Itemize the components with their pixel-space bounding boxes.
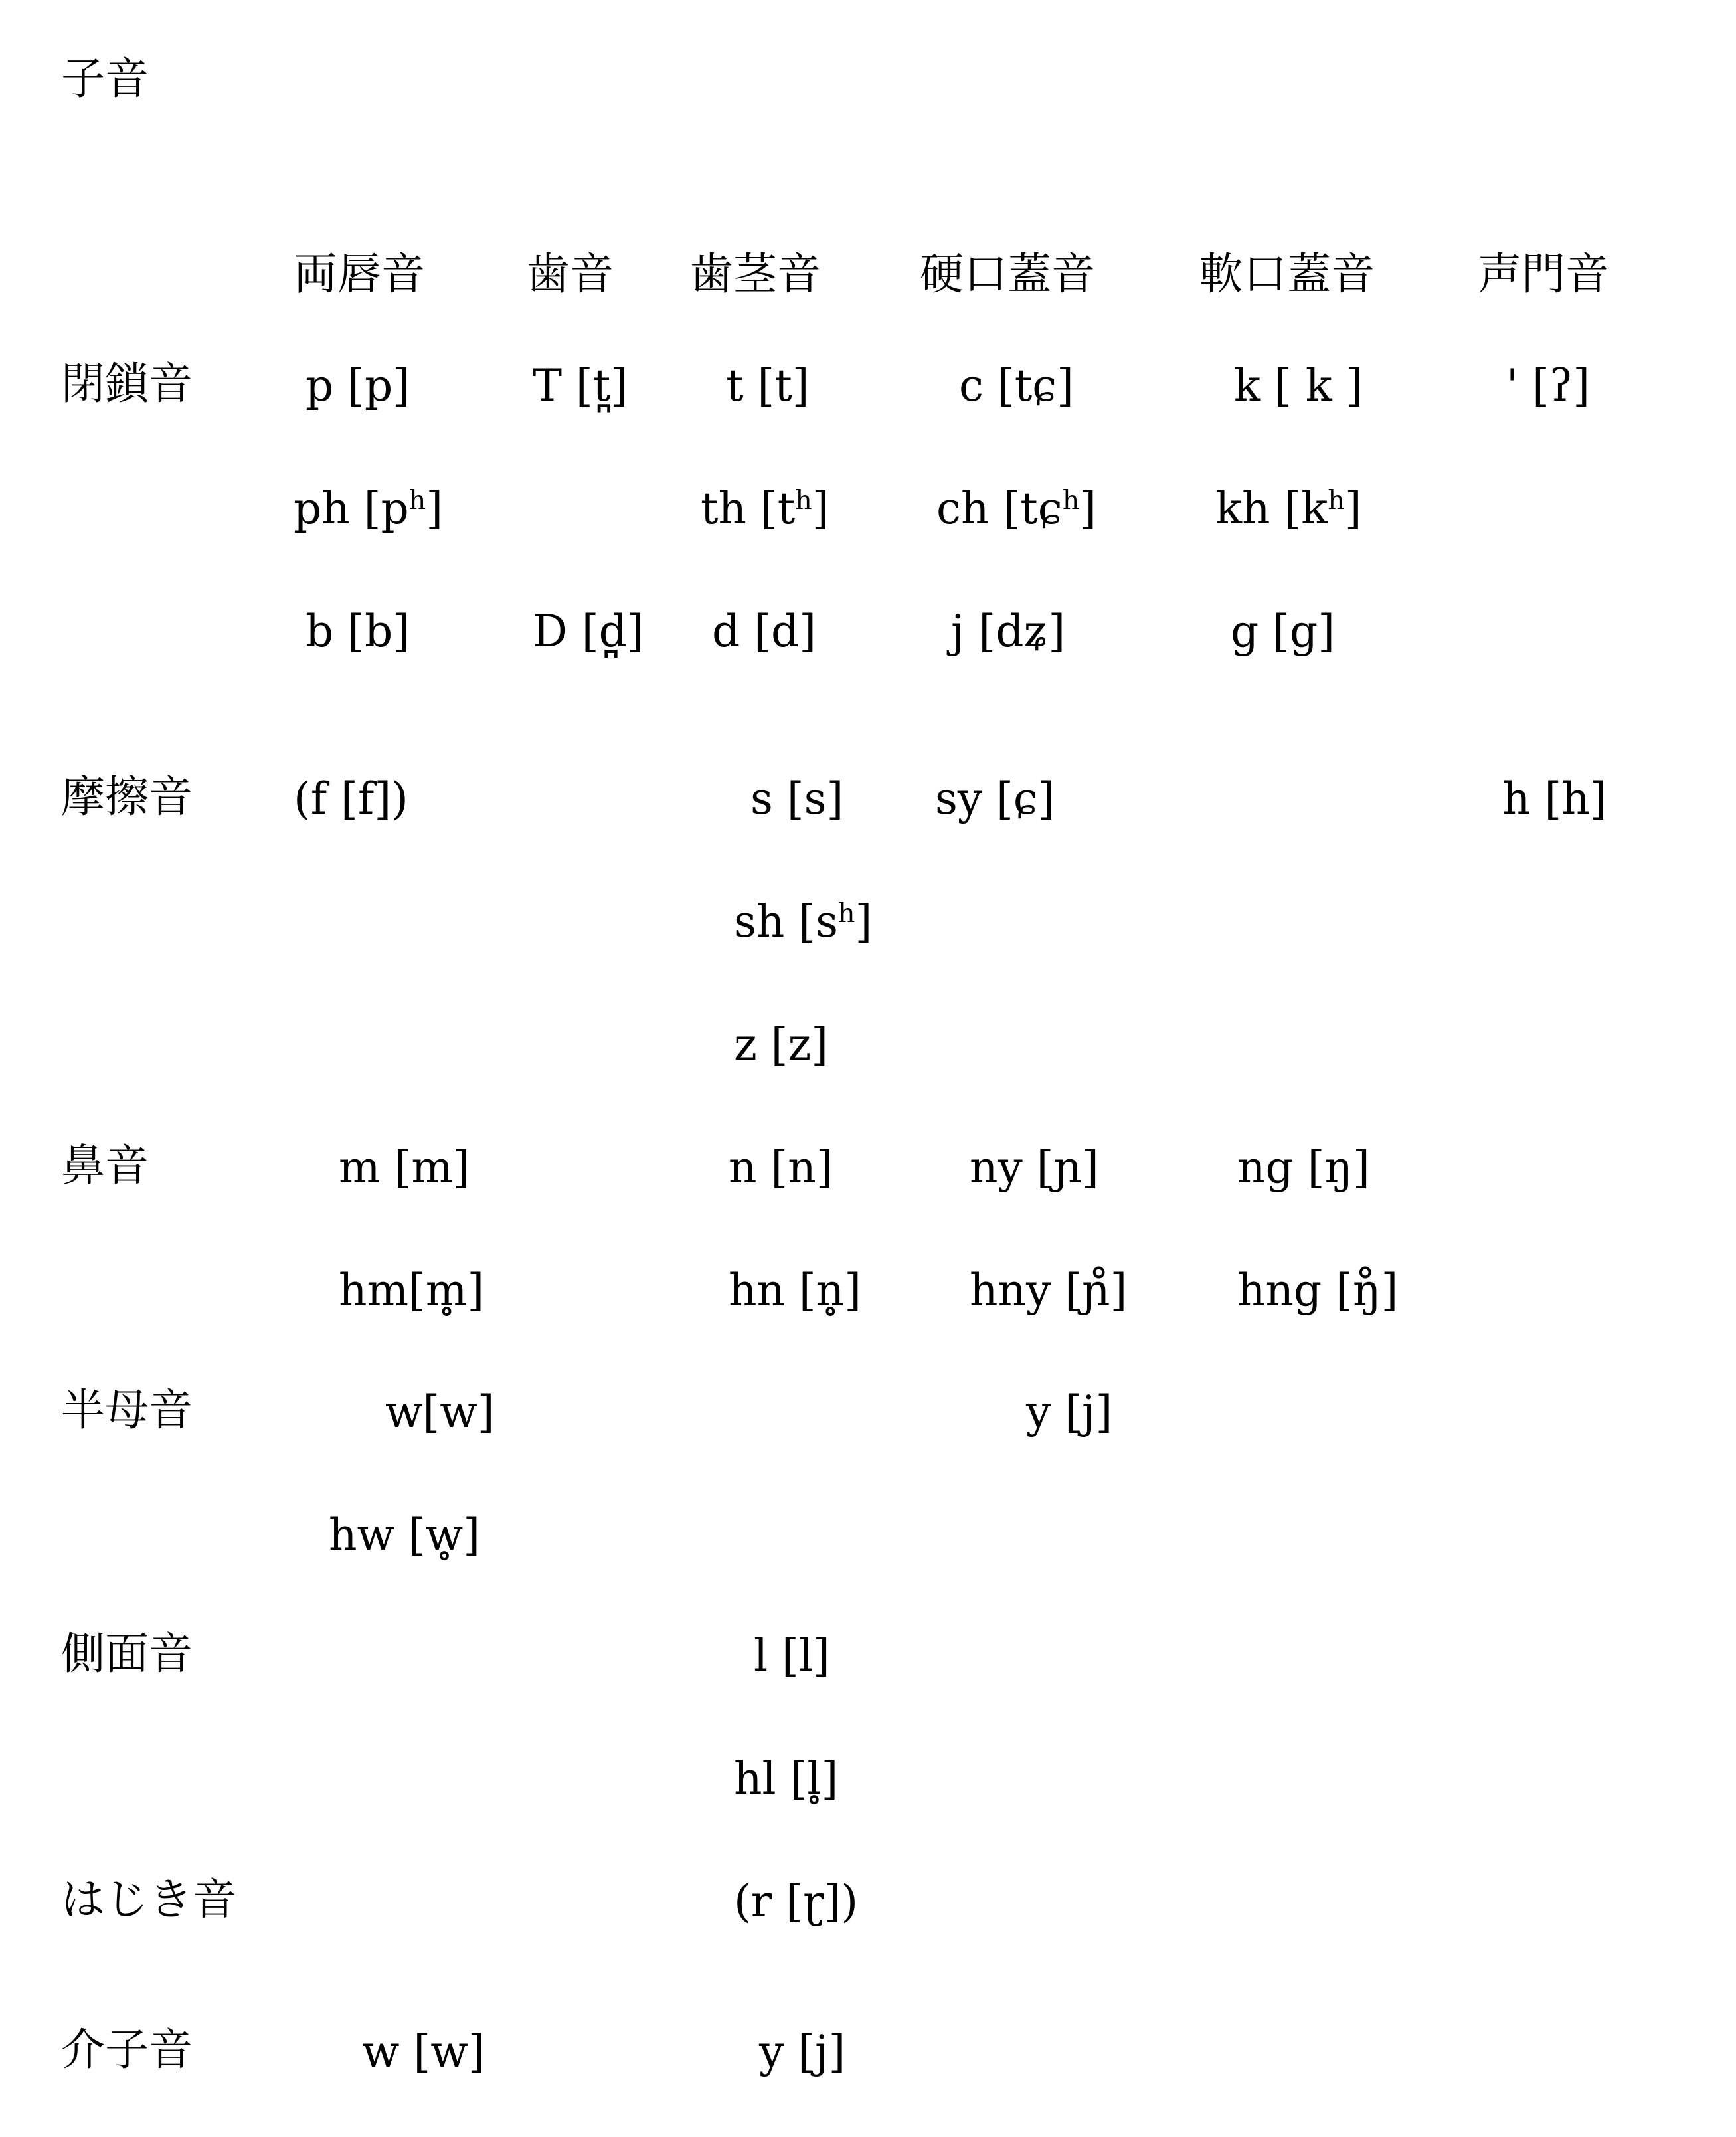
cell-sy: sy [ɕ] bbox=[935, 773, 1055, 824]
aspiration-superscript: h bbox=[1328, 485, 1345, 516]
cell-ny: ny [ɲ] bbox=[970, 1142, 1099, 1193]
cell-ch: ch [tɕ$^h$] bbox=[936, 483, 1096, 534]
cell-n: n [n] bbox=[729, 1142, 833, 1193]
page-title: 子音 bbox=[61, 53, 149, 104]
column-header-dental: 歯音 bbox=[526, 248, 614, 300]
column-header-velar: 軟口蓋音 bbox=[1199, 248, 1375, 300]
cell-hw: hw [w̥] bbox=[329, 1509, 480, 1560]
row-label-plosive: 閉鎖音 bbox=[61, 358, 193, 409]
column-header-bilabial: 両唇音 bbox=[294, 248, 425, 300]
cell-p: p [p] bbox=[305, 360, 410, 411]
cell-D: D [d̪] bbox=[533, 606, 644, 657]
cell-y: y [j] bbox=[1026, 1386, 1113, 1438]
cell-d: d [d] bbox=[712, 606, 816, 657]
cell-w: w[w] bbox=[385, 1386, 495, 1438]
row-label-semivowel: 半母音 bbox=[61, 1384, 193, 1436]
cell-b: b [b] bbox=[305, 606, 410, 657]
cell-hm: hm[m̥] bbox=[339, 1265, 485, 1316]
cell-medial-y: y [j] bbox=[759, 2026, 846, 2077]
cell-sh: sh $[s^h]$ bbox=[734, 896, 873, 947]
cell-hng: hng [ŋ̊] bbox=[1237, 1265, 1399, 1316]
cell-s: s [s] bbox=[750, 773, 844, 824]
row-label-fricative: 摩擦音 bbox=[61, 771, 193, 822]
row-label-medial: 介子音 bbox=[61, 2024, 193, 2075]
cell-c: c [tɕ] bbox=[959, 360, 1074, 411]
cell-hl: hl [l̥] bbox=[734, 1753, 839, 1804]
cell-l: l [l] bbox=[754, 1630, 830, 1681]
aspiration-superscript: h bbox=[408, 485, 426, 516]
aspiration-superscript: h bbox=[795, 485, 812, 516]
column-header-palatal: 硬口蓋音 bbox=[920, 248, 1095, 300]
column-header-alveolar: 歯茎音 bbox=[689, 248, 821, 300]
cell-hny: hny [ɲ̊] bbox=[970, 1265, 1128, 1316]
column-header-glottal: 声門音 bbox=[1478, 248, 1609, 300]
cell-h: h [h] bbox=[1502, 773, 1607, 824]
cell-k: k [ k ] bbox=[1234, 360, 1363, 411]
cell-z: z [z] bbox=[734, 1019, 829, 1070]
aspiration-superscript: h bbox=[1062, 485, 1080, 516]
cell-th: th $[t^h]$ bbox=[701, 483, 829, 534]
cell-g: g [g] bbox=[1231, 606, 1335, 657]
cell-m: m [m] bbox=[339, 1142, 470, 1193]
row-label-flap: はじき音 bbox=[61, 1874, 236, 1925]
aspiration-superscript: h bbox=[837, 898, 855, 929]
cell-f: (f [f]) bbox=[294, 773, 408, 824]
cell-t: t [t] bbox=[726, 360, 810, 411]
row-label-lateral: 側面音 bbox=[61, 1628, 193, 1679]
cell-medial-w: w [w] bbox=[362, 2026, 485, 2077]
cell-kh: kh $[k^h]$ bbox=[1215, 483, 1362, 534]
cell-j: j [dʑ] bbox=[951, 606, 1066, 657]
row-label-nasal: 鼻音 bbox=[61, 1140, 149, 1191]
cell-ph: ph $[p^h]$ bbox=[294, 483, 443, 534]
cell-ng: ng [ŋ] bbox=[1237, 1142, 1370, 1193]
cell-hn: hn [n̥] bbox=[729, 1265, 861, 1316]
cell-r: (r [ɽ]) bbox=[734, 1876, 859, 1927]
cell-T: T [t̪] bbox=[533, 360, 628, 411]
cell-glottal-stop: ' [ʔ] bbox=[1506, 360, 1591, 411]
